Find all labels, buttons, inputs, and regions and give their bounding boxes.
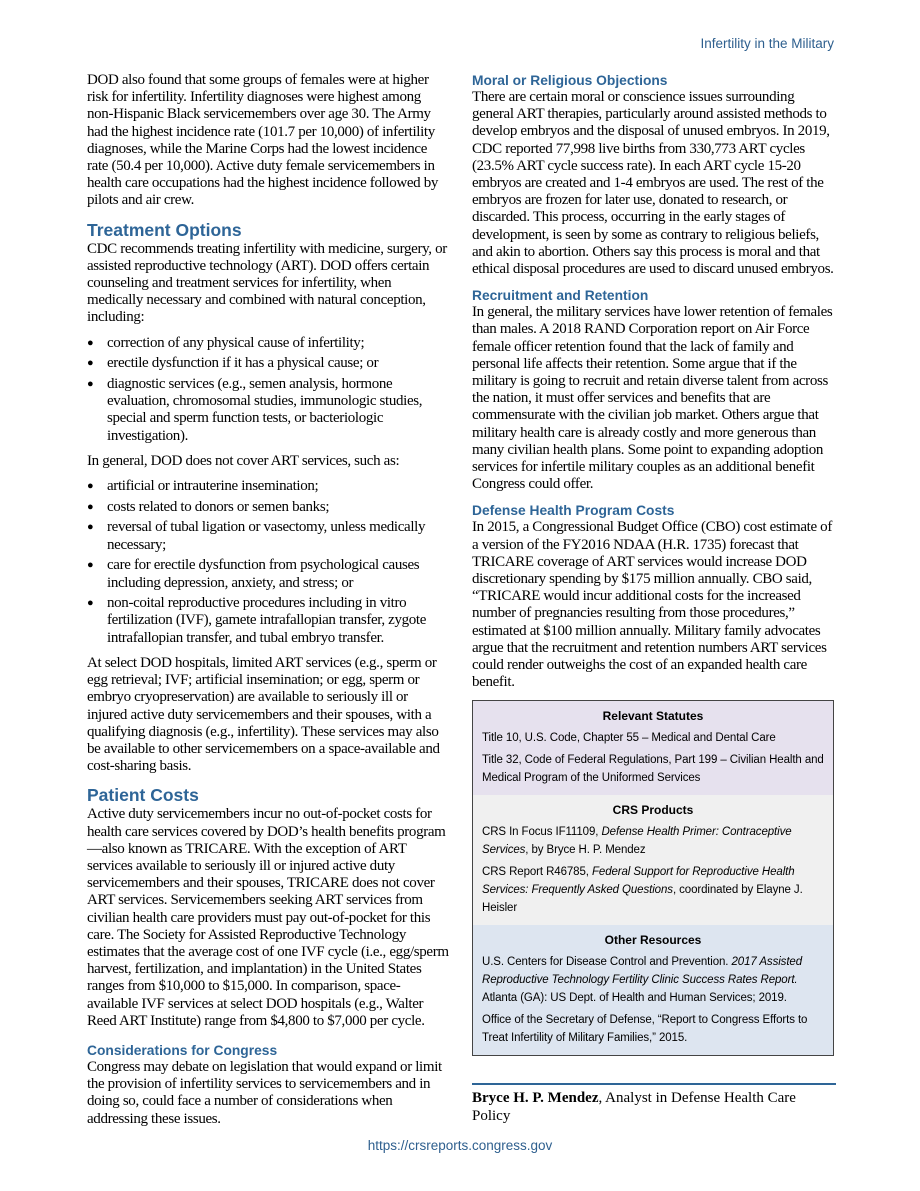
resource-prefix: U.S. Centers for Disease Control and Prevention. xyxy=(482,955,732,968)
considerations-heading: Considerations for Congress xyxy=(87,1042,278,1058)
crs-product-item xyxy=(482,823,824,859)
right-column xyxy=(472,72,836,1125)
treatment-options-heading: Treatment Options xyxy=(87,219,242,240)
bullet-icon: ● xyxy=(87,521,94,534)
crs-product-title-link[interactable]: Defense Health Primer: Contraceptive Services xyxy=(482,825,792,856)
treatment-paragraph-1: CDC recommends treating infertility with medicine, surgery, or assisted reproductive technology (ART). DOD offers certain counseling and treatment services for infertility, when medically necessary and combined with natural conception, including: xyxy=(87,240,447,326)
patient-costs-heading: Patient Costs xyxy=(87,785,199,806)
footer-url-link[interactable]: https://crsreports.congress.gov xyxy=(367,1138,553,1153)
patient-costs-paragraph: Active duty servicemembers incur no out-of-pocket costs for health care services covered by DOD’s health benefits program—also known as TRICARE. With the exception of ART services available to seriously ill or injured active duty servicemembers and their spouses, TRICARE does not cover ART services. Servicemembers seeking ART services from civilian health care providers must pay out-of-pocket for this care. The Society for Assisted Reproductive Technology estimates that the average cost of one IVF cycle (i.e., egg/sperm harvest, fertilization, and implantation) in the United States ranges from $10,000 to $15,000. In comparison, space-available IVF services at select DOD hospitals (e.g., Walter Reed ART Institute) range from $4,800 to $7,000 per cycle. xyxy=(87,806,449,1029)
crs-product-item xyxy=(482,863,824,917)
moral-objections-heading: Moral or Religious Objections xyxy=(472,73,668,88)
list-item-text: correction of any physical cause of infertility; xyxy=(107,334,365,351)
author-divider xyxy=(472,1083,836,1085)
other-resources-heading: Other Resources xyxy=(604,932,702,947)
not-covered-services-list xyxy=(87,478,450,647)
recruitment-heading: Recruitment and Retention xyxy=(472,288,649,304)
crs-products-heading: CRS Products xyxy=(612,802,694,817)
crs-product-prefix: CRS In Focus IF11109, xyxy=(482,825,602,838)
resources-sidebar xyxy=(472,700,834,1056)
treatment-paragraph-2: In general, DOD does not cover ART services, such as: xyxy=(87,452,400,469)
list-item-text: erectile dysfunction if it has a physical cause; or xyxy=(107,355,379,372)
statute-item: Title 10, U.S. Code, Chapter 55 – Medical and Dental Care xyxy=(482,731,776,744)
crs-product-suffix: , by Bryce H. P. Mendez xyxy=(525,843,646,856)
list-item-text: care for erectile dysfunction from psychological causes including depression, anxiety, and stress; or xyxy=(107,557,420,591)
list-item xyxy=(87,557,450,591)
intro-paragraph: DOD also found that some groups of females were at higher risk for infertility. Infertility diagnoses were highest among non-Hispanic Black servicemembers over age 30. The Army had the highest incidence rate (101.7 per 10,000) of infertility diagnoses, while the Marine Corps had the lowest incidence rate (50.4 per 10,000). Active duty female servicemembers in health care occupations had the highest incidence followed by pilots and air crew. xyxy=(87,72,439,209)
list-item xyxy=(87,355,450,372)
author-title: , Analyst in Defense Health Care Policy xyxy=(472,1089,796,1124)
bullet-icon: ● xyxy=(87,336,94,349)
dhp-costs-paragraph: In 2015, a Congressional Budget Office (CBO) cost estimate of a version of the FY2016 NDAA (H.R. 1735) forecast that TRICARE coverage of ART services would increase DOD discretionary spending by $175 million annually. CBO said, “TRICARE would incur additional costs for the increased number of pregnancies resulting from those procedures,” estimated at $100 million annually. Military family advocates argue that the recruitment and retention numbers ART services could render outweighs the cost of an expanded health care benefit. xyxy=(472,519,832,691)
statute-item: Title 32, Code of Federal Regulations, Part 199 – Civilian Health and Medical Program of the Uniformed Services xyxy=(482,753,824,784)
list-item xyxy=(87,519,450,553)
bullet-icon: ● xyxy=(87,480,94,493)
resource-item xyxy=(482,953,824,1007)
list-item-text: costs related to donors or semen banks; xyxy=(107,498,330,515)
resource-suffix: Atlanta (GA): US Dept. of Health and Human Services; 2019. xyxy=(482,991,787,1004)
bullet-icon: ● xyxy=(87,357,94,370)
crs-product-suffix: , coordinated by Elayne J. Heisler xyxy=(482,883,803,914)
list-item xyxy=(87,478,450,495)
list-item xyxy=(87,595,450,647)
left-column xyxy=(87,72,450,1136)
relevant-statutes-section xyxy=(473,701,833,795)
running-header-title: Infertility in the Military xyxy=(700,36,834,51)
considerations-paragraph: Congress may debate on legislation that would expand or limit the provision of infertility services to servicemembers and in doing so, could face a number of considerations when addressing these issues. xyxy=(87,1058,442,1127)
relevant-statutes-heading: Relevant Statutes xyxy=(602,708,704,723)
bullet-icon: ● xyxy=(87,597,94,610)
other-resources-section xyxy=(473,925,833,1055)
author-name: Bryce H. P. Mendez xyxy=(472,1089,599,1106)
list-item-text: diagnostic services (e.g., semen analysis, hormone evaluation, chromosomal studies, immunologic studies, special and sperm function tests, or bacteriologic investigation). xyxy=(107,376,423,444)
list-item-text: non-coital reproductive procedures including in vitro fertilization (IVF), gamete intrafallopian transfer, zygote intrafallopian transfer, and tubal embryo transfer. xyxy=(107,595,427,646)
list-item xyxy=(87,499,450,516)
bullet-icon: ● xyxy=(87,378,94,391)
recruitment-paragraph: In general, the military services have lower retention of females than males. A 2018 RAND Corporation report on Air Force female officer retention found that the lack of family and personal life affects their retention. Some argue that if the military is going to recruit and retain diverse talent from across the nation, it must offer services and benefits that are commensurate with the civilian job market. Others argue that military health care is already costly and more generous than many civilian health plans. Some point to expanding adoption services for infertile military couples as an additional benefit Congress could offer. xyxy=(472,304,833,493)
resource-item: Office of the Secretary of Defense, “Report to Congress Efforts to Treat Infertility of Military Families,” 2015. xyxy=(482,1013,808,1044)
dhp-costs-heading: Defense Health Program Costs xyxy=(472,503,675,519)
crs-product-prefix: CRS Report R46785, xyxy=(482,865,592,878)
resource-title-link[interactable]: 2017 Assisted Reproductive Technology Fertility Clinic Success Rates Report. xyxy=(482,955,803,986)
list-item-text: artificial or intrauterine insemination; xyxy=(107,478,319,495)
list-item-text: reversal of tubal ligation or vasectomy, unless medically necessary; xyxy=(107,519,426,553)
bullet-icon: ● xyxy=(87,559,94,572)
treatment-paragraph-3: At select DOD hospitals, limited ART services (e.g., sperm or egg retrieval; IVF; artificial insemination; or egg, sperm or embryo cryopreservation) are available to seriously ill or injured active duty servicemembers and their spouses, with a qualifying diagnosis (e.g., infertility). These services may also be available to other servicemembers on a space-available and cost-sharing basis. xyxy=(87,654,440,775)
bullet-icon: ● xyxy=(87,500,94,513)
author-line xyxy=(472,1089,836,1125)
crs-products-section xyxy=(473,795,833,925)
crs-product-title-link[interactable]: Federal Support for Reproductive Health Services: Frequently Asked Questions xyxy=(482,865,795,896)
list-item xyxy=(87,376,450,445)
covered-services-list xyxy=(87,335,450,445)
moral-objections-paragraph: There are certain moral or conscience issues surrounding general ART therapies, particularly around assisted methods to develop embryos and the disposal of unused embryos. In 2019, CDC reported 77,998 live births from 330,773 ART cycles (23.5% ART cycle success rate). In each ART cycle 15-20 embryos are created and 1-4 embryos are used. The rest of the embryos are frozen for later use, donated to research, or discarded. This process, occurring in the early stages of development, is seen by some as contrary to religious beliefs, and akin to abortion. Others say this process is moral and that ethical disposal procedures are used to discard unused embryos. xyxy=(472,89,834,278)
list-item xyxy=(87,335,450,352)
